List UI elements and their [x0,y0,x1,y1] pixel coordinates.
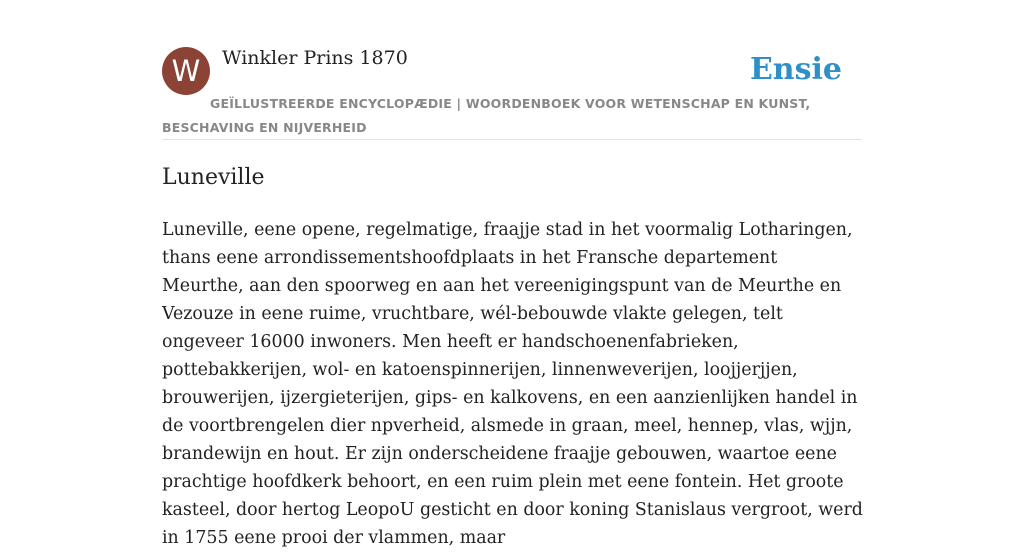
brand-logo[interactable]: Ensie [749,52,842,87]
article-body: Luneville, eene opene, regelmatige, fraajje stad in het voormalig Lotharingen, thans eene arrondissementshoofdplaats in het Fransche departement Meurthe, aan den spoorweg en aan het vereenigingspunt van de Meurthe en Vezouze in eene ruime, vruchtbare, wél-bebouwde vlakte gelegen, telt ongeveer 16000 inwoners. Men heeft er handschoenenfabrieken, pottebakkerijen, wol- en katoenspinnerijen, linnenweverijen, loojjerjjen, brouwerijen, ijzergieterijen, gips- en kalkovens, en een aanzienlijken handel in de voortbrengelen dier npverheid, alsmede in graan, meel, hennep, vlas, wjjn, brandewijn en hout. Er zijn onderscheidene fraajje gebouwen, waartoe eene prachtige hoofdkerk behoort, en een ruim plein met eene fontein. Het groote kasteel, door hertog LeopoU gesticht en door koning Stanislaus vergroot, werd in 1755 eene prooi der vlammen, maar [162,220,863,548]
source-avatar[interactable]: W [162,47,210,95]
source-subtitle: GEÏLLUSTREERDE ENCYCLOPÆDIE | WOORDENBOEK VOOR WETENSCHAP EN KUNST, BESCHAVING EN NIJVERHEID [162,96,811,135]
source-header [162,47,862,140]
article-title: Luneville [162,165,265,190]
source-title-link[interactable]: Winkler Prins 1870 [222,47,408,69]
